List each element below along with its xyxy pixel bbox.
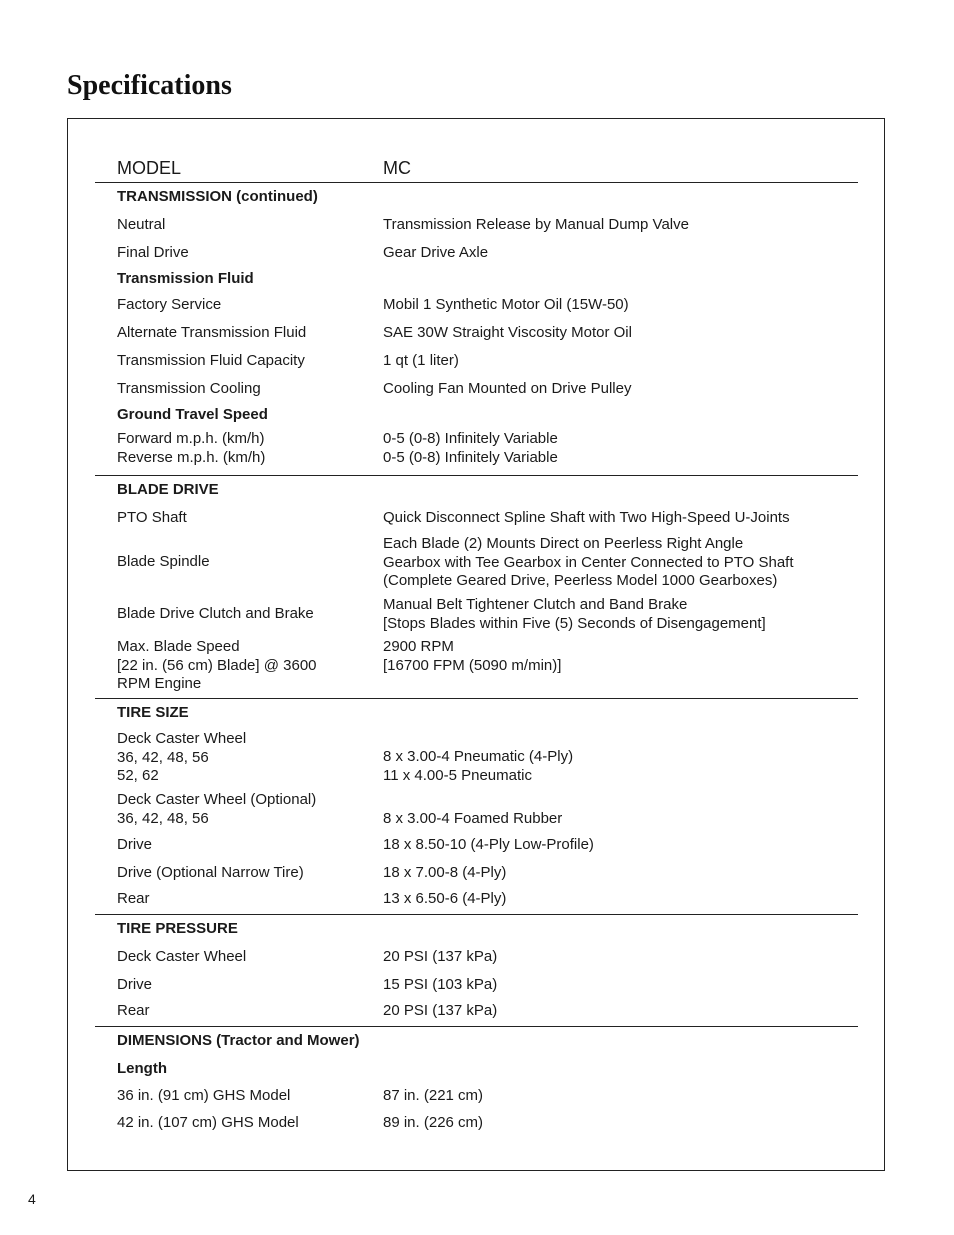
spec-label: 42 in. (107 cm) GHS Model <box>117 1114 299 1131</box>
spec-value: 8 x 3.00-4 Foamed Rubber <box>383 810 563 827</box>
subsection-heading: Length <box>117 1060 167 1077</box>
spec-label: Final Drive <box>117 244 189 261</box>
spec-value: 8 x 3.00-4 Pneumatic (4-Ply) 11 x 4.00-5 Pneumatic <box>383 748 574 784</box>
spec-value: SAE 30W Straight Viscosity Motor Oil <box>383 324 632 341</box>
spec-label: Blade Drive Clutch and Brake <box>117 605 314 622</box>
spec-label: Deck Caster Wheel 36, 42, 48, 56 52, 62 <box>117 730 247 784</box>
page-number: 4 <box>28 1191 36 1207</box>
spec-label: Rear <box>117 890 150 907</box>
spec-value: 18 x 7.00-8 (4-Ply) <box>383 864 507 881</box>
model-value: MC <box>383 158 411 178</box>
divider <box>95 1026 858 1027</box>
spec-label: PTO Shaft <box>117 509 187 526</box>
spec-value: Each Blade (2) Mounts Direct on Peerless Right Angle Gearbox with Tee Gearbox in Center Connected to PTO Shaft (Complete Geared Drive, Peerless Model 1000 Gearboxes) <box>383 535 794 589</box>
spec-value: 2900 RPM [16700 FPM (5090 m/min)] <box>383 638 562 674</box>
spec-value: Transmission Release by Manual Dump Valve <box>383 216 689 233</box>
spec-label: Forward m.p.h. (km/h) Reverse m.p.h. (km/h) <box>117 430 266 466</box>
divider <box>95 914 858 915</box>
spec-value: Mobil 1 Synthetic Motor Oil (15W-50) <box>383 296 629 313</box>
spec-label: Transmission Fluid Capacity <box>117 352 305 369</box>
subsection-heading: Transmission Fluid <box>117 270 254 287</box>
spec-label: Drive <box>117 976 153 993</box>
spec-value: 0-5 (0-8) Infinitely Variable 0-5 (0-8) Infinitely Variable <box>383 430 558 466</box>
section-heading-tire-pressure: TIRE PRESSURE <box>117 920 238 937</box>
spec-value: 20 PSI (137 kPa) <box>383 948 498 965</box>
spec-value: Quick Disconnect Spline Shaft with Two High-Speed U-Joints <box>383 509 790 526</box>
divider <box>95 698 858 699</box>
spec-value: 87 in. (221 cm) <box>383 1087 484 1104</box>
spec-label: Blade Spindle <box>117 553 210 570</box>
subsection-heading: Ground Travel Speed <box>117 406 268 423</box>
section-heading-blade-drive: BLADE DRIVE <box>117 481 219 498</box>
divider <box>95 475 858 476</box>
spec-label: Factory Service <box>117 296 222 313</box>
spec-value: 1 qt (1 liter) <box>383 352 459 369</box>
spec-value: Cooling Fan Mounted on Drive Pulley <box>383 380 632 397</box>
spec-label: 36 in. (91 cm) GHS Model <box>117 1087 291 1104</box>
spec-label: Deck Caster Wheel <box>117 948 247 965</box>
section-heading-tire-size: TIRE SIZE <box>117 704 189 721</box>
spec-value: 89 in. (226 cm) <box>383 1114 484 1131</box>
spec-label: Neutral <box>117 216 166 233</box>
spec-label: Drive (Optional Narrow Tire) <box>117 864 304 881</box>
page-title: Specifications <box>67 70 232 101</box>
model-label: MODEL <box>117 158 182 178</box>
spec-label: Deck Caster Wheel (Optional) 36, 42, 48, 56 <box>117 791 317 827</box>
spec-label: Alternate Transmission Fluid <box>117 324 307 341</box>
spec-value: 20 PSI (137 kPa) <box>383 1002 498 1019</box>
spec-value: 15 PSI (103 kPa) <box>383 976 498 993</box>
spec-value: 18 x 8.50-10 (4-Ply Low-Profile) <box>383 836 594 853</box>
spec-value: 13 x 6.50-6 (4-Ply) <box>383 890 507 907</box>
spec-value: Gear Drive Axle <box>383 244 489 261</box>
spec-label: Rear <box>117 1002 150 1019</box>
section-heading-dimensions: DIMENSIONS (Tractor and Mower) <box>117 1032 360 1049</box>
spec-label: Max. Blade Speed [22 in. (56 cm) Blade] @ 3600 RPM Engine <box>117 638 317 692</box>
section-heading-transmission: TRANSMISSION (continued) <box>117 188 318 205</box>
spec-label: Drive <box>117 836 153 853</box>
divider <box>95 182 858 183</box>
spec-label: Transmission Cooling <box>117 380 261 397</box>
spec-value: Manual Belt Tightener Clutch and Band Brake [Stops Blades within Five (5) Seconds of Disengagement] <box>383 596 766 632</box>
